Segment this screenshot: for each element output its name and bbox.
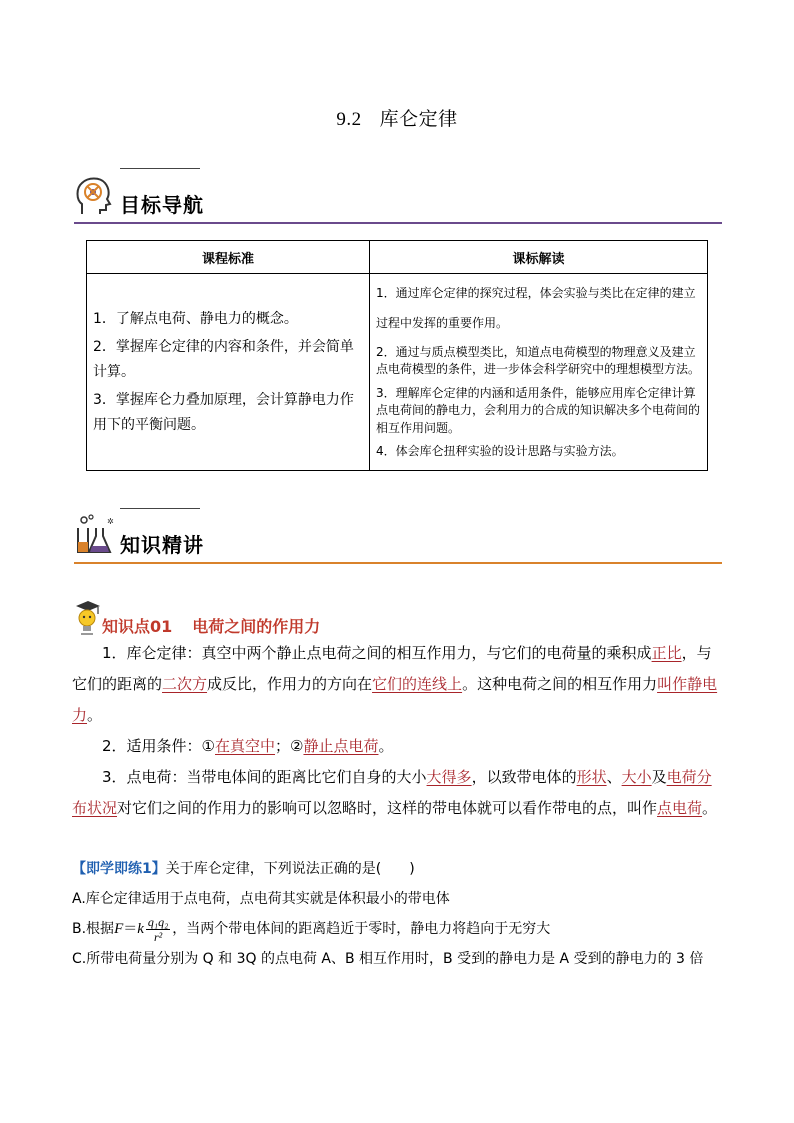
standard-item: 2．掌握库仑定律的内容和条件，并会简单计算。 xyxy=(93,339,354,380)
text-span: 2．适用条件：① xyxy=(102,737,215,755)
answer-blank: 正比 xyxy=(651,644,682,662)
table-header-row xyxy=(87,241,708,274)
text-span: 3．点电荷：当带电体间的距离比它们自身的大小 xyxy=(102,768,427,786)
paragraph-point-charge xyxy=(72,762,724,824)
text-span: 、 xyxy=(606,768,622,786)
text-span: B.根据 xyxy=(72,921,115,937)
text-span: 及 xyxy=(651,768,667,786)
answer-blank: 点电荷 xyxy=(657,799,703,817)
section-header-knowledge xyxy=(74,508,722,564)
text-span: ，以致带电体的 xyxy=(471,768,577,786)
text-span: 成反比，作用力的方向在 xyxy=(207,675,373,693)
paragraph-coulomb-law xyxy=(72,638,724,731)
bulb-graduate-icon xyxy=(72,598,102,636)
paragraph-conditions xyxy=(72,731,724,762)
knowledge-body xyxy=(72,638,724,824)
knowledge-point-label: 知识点01 xyxy=(102,617,173,636)
answer-blank: 大小 xyxy=(621,768,652,786)
interpretation-item: 4．体会库仑扭秤实验的设计思路与实验方法。 xyxy=(376,443,624,458)
formula-k: k xyxy=(137,921,144,937)
knowledge-point-heading xyxy=(72,598,472,638)
exercise-tag: 【即学即练1】 xyxy=(72,861,166,877)
text-span: 对它们之间的作用力的影响可以忽略时，这样的带电体就可以看作带电的点，叫作 xyxy=(117,799,658,817)
answer-blank: 叫作静电力 xyxy=(72,675,718,724)
text-span: ；② xyxy=(275,737,304,755)
column-header: 课程标准 xyxy=(87,241,370,274)
standard-item: 3．掌握库仑力叠加原理，会计算静电力作用下的平衡问题。 xyxy=(93,392,354,433)
formula-equals: ＝ xyxy=(123,921,138,937)
svg-text:✲: ✲ xyxy=(107,517,114,526)
table-row xyxy=(87,274,708,471)
answer-blank: 形状 xyxy=(576,768,607,786)
exercise-block xyxy=(72,854,724,974)
head-gear-icon xyxy=(74,174,114,218)
question-text: 关于库仑定律，下列说法正确的是( ) xyxy=(165,861,415,877)
section-header-goal xyxy=(74,168,722,224)
text-span: 。 xyxy=(702,799,718,817)
interpretation-item: 2．通过与质点模型类比，知道点电荷模型的物理意义及建立点电荷模型的条件，进一步体会科学研究中的理想模型方法。 xyxy=(376,345,701,377)
text-span: 1．库仑定律：真空中两个静止点电荷之间的相互作用力，与它们的电荷量的乘积成 xyxy=(102,644,652,662)
header-rule xyxy=(74,222,722,224)
option-a: A.库仑定律适用于点电荷，点电荷其实就是体积最小的带电体 xyxy=(72,891,450,907)
header-top-rule xyxy=(120,508,200,509)
answer-blank: 大得多 xyxy=(426,768,472,786)
text-span: 。 xyxy=(378,737,394,755)
section-title: 知识精讲 xyxy=(120,533,204,557)
standard-item: 1．了解点电荷、静电力的概念。 xyxy=(93,310,298,327)
knowledge-point-name: 电荷之间的作用力 xyxy=(192,617,321,636)
option-b xyxy=(72,914,724,944)
interpretation-item: 3．理解库仑定律的内涵和适用条件，能够应用库仑定律计算点电荷间的静电力，会利用力的合成的知识解决多个电荷间的相互作用问题。 xyxy=(376,385,701,435)
answer-blank: 电荷分布状况 xyxy=(72,768,712,817)
knowledge-point-title xyxy=(102,614,320,637)
section-title: 目标导航 xyxy=(120,193,204,217)
interpretation-item: 1．通过库仑定律的探究过程，体会实验与类比在定律的建立过程中发挥的重要作用。 xyxy=(376,286,696,330)
text-span: 。 xyxy=(87,706,103,724)
formula-fraction xyxy=(146,916,170,943)
header-top-rule xyxy=(120,168,200,169)
curriculum-table xyxy=(86,240,708,471)
answer-blank: 静止点电荷 xyxy=(303,737,379,755)
answer-blank: 在真空中 xyxy=(215,737,276,755)
flask-icon xyxy=(74,514,114,558)
text-span: ，当两个带电体间的距离趋近于零时，静电力将趋向于无穷大 xyxy=(172,921,551,937)
interpretation-cell xyxy=(370,274,708,471)
answer-blank: 二次方 xyxy=(162,675,208,693)
formula-F: F xyxy=(114,921,124,937)
page-title xyxy=(0,104,794,131)
section-number: 9.2 xyxy=(336,109,362,130)
standards-cell xyxy=(87,274,370,471)
text-span: 。这种电荷之间的相互作用力 xyxy=(462,675,658,693)
header-rule xyxy=(74,562,722,564)
exercise-question xyxy=(72,854,724,884)
formula-denominator: r² xyxy=(153,929,163,944)
option-c: C.所带电荷量分别为 Q 和 3Q 的点电荷 A、B 相互作用时，B 受到的静电力是 A 受到的静电力的 3 倍 xyxy=(72,951,704,967)
answer-blank: 它们的连线上 xyxy=(372,675,463,693)
column-header: 课标解读 xyxy=(370,241,708,274)
formula-numerator: q₁q₂ xyxy=(147,914,169,929)
text-span: ，与它们的距离的 xyxy=(72,644,712,693)
title-text: 库仑定律 xyxy=(379,108,458,130)
